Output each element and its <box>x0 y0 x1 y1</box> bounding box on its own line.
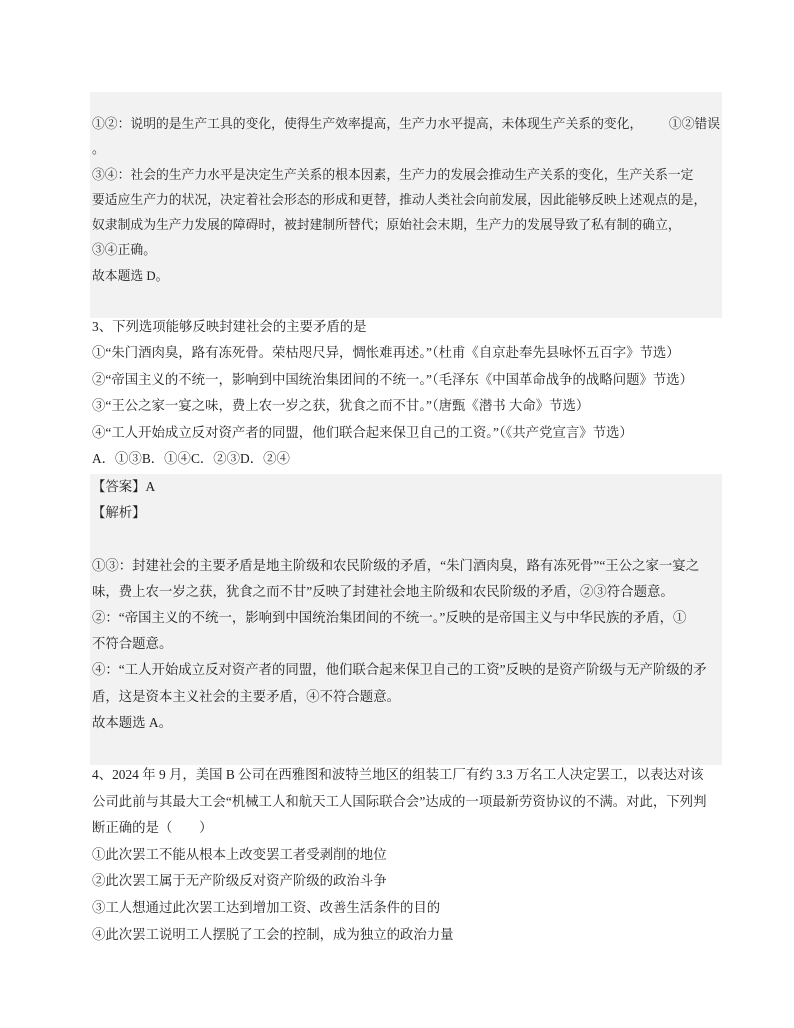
answer-label: 【答案】A <box>92 479 156 494</box>
blank-line <box>90 526 722 552</box>
question-item: ③工人想通过此次罢工达到增加工资、改善生活条件的目的 <box>92 899 441 915</box>
question-item: ①此次罢工不能从根本上改变罢工者受剥削的地位 <box>92 846 387 862</box>
question-stem: 3、下列选项能够反映封建社会的主要矛盾的是 <box>92 319 367 334</box>
question-item: ①“朱门酒肉臭，路有冻死骨。荣枯咫尺异，惆怅难再述。”（杜甫《自京赴奉先县咏怀五百字》节选） <box>92 345 680 361</box>
analysis-line: ①③：封建社会的主要矛盾是地主阶级和农民阶级的矛盾，“朱门酒肉臭，路有冻死骨”“王公之家一宴之 <box>92 557 700 573</box>
question-3 <box>90 314 724 472</box>
analysis-line: 不符合题意。 <box>92 636 173 652</box>
analysis-label: 【解析】 <box>92 505 146 521</box>
analysis-line: 要适应生产力的状况，决定着社会形态的形成和更替，推动人类社会向前发展，因此能够反映上述观点的是， <box>92 192 707 207</box>
question-item: ④“工人开始成立反对资产者的同盟，他们联合起来保卫自己的工资。”（《共产党宣言》节选） <box>92 424 633 440</box>
previous-question-analysis <box>90 92 722 318</box>
analysis-line: 。 <box>92 142 105 157</box>
analysis-line-text: ①②：说明的是生产工具的变化，使得生产效率提高，生产力水平提高，未体现生产关系的变化， <box>92 117 643 131</box>
analysis-line: ③④正确。 <box>92 243 156 258</box>
question-3-answer-analysis <box>90 474 722 765</box>
question-item: ②此次罢工属于无产阶级反对资产阶级的政治斗争 <box>92 873 387 889</box>
analysis-line <box>90 112 722 137</box>
analysis-conclusion: 故本题选 D。 <box>92 268 169 283</box>
question-4 <box>90 762 724 948</box>
analysis-line: ③④：社会的生产力水平是决定生产关系的根本因素，生产力的发展会推动生产关系的变化，生产关系一定 <box>92 167 694 182</box>
answer-choices: A．①③B．①④C．②③D．②④ <box>92 451 290 467</box>
analysis-line: 盾，这是资本主义社会的主要矛盾，④不符合题意。 <box>92 688 400 704</box>
analysis-line: ②：“帝国主义的不统一，影响到中国统治集团间的不统一。”反映的是帝国主义与中华民族的矛盾，① <box>92 610 687 625</box>
question-item: ②“帝国主义的不统一，影响到中国统治集团间的不统一。”（毛泽东《中国革命战争的战略问题》节选） <box>92 371 694 387</box>
analysis-line: 奴隶制成为生产力发展的障碍时，被封建制所替代；原始社会末期，生产力的发展导致了私有制的确立， <box>92 218 681 233</box>
analysis-line: ④：“工人开始成立反对资产者的同盟，他们联合起来保卫自己的工资”反映的是资产阶级与无产阶级的矛 <box>92 662 707 678</box>
question-stem: 4、2024 年 9 月，美国 B 公司在西雅图和波特兰地区的组装工厂有约 3.3 万名工人决定罢工，以表达对该 <box>92 767 704 782</box>
question-stem: 公司此前与其最大工会“机械工人和航天工人国际联合会”达成的一项最新劳资协议的不满。对此，下列判 <box>92 793 707 809</box>
question-item: ④此次罢工说明工人摆脱了工会的控制，成为独立的政治力量 <box>92 926 454 942</box>
question-item: ③“王公之家一宴之味，费上农一岁之获，犹食之而不甘。”（唐甄《潜书 大命》节选） <box>92 398 590 414</box>
analysis-conclusion: 故本题选 A。 <box>92 714 172 730</box>
analysis-line: 味，费上农一岁之获，犹食之而不甘”反映了封建社会地主阶级和农民阶级的矛盾，②③符合题意。 <box>92 583 674 599</box>
analysis-line-verdict: ①②错误 <box>668 117 720 131</box>
question-stem: 断正确的是（ ） <box>92 820 213 836</box>
